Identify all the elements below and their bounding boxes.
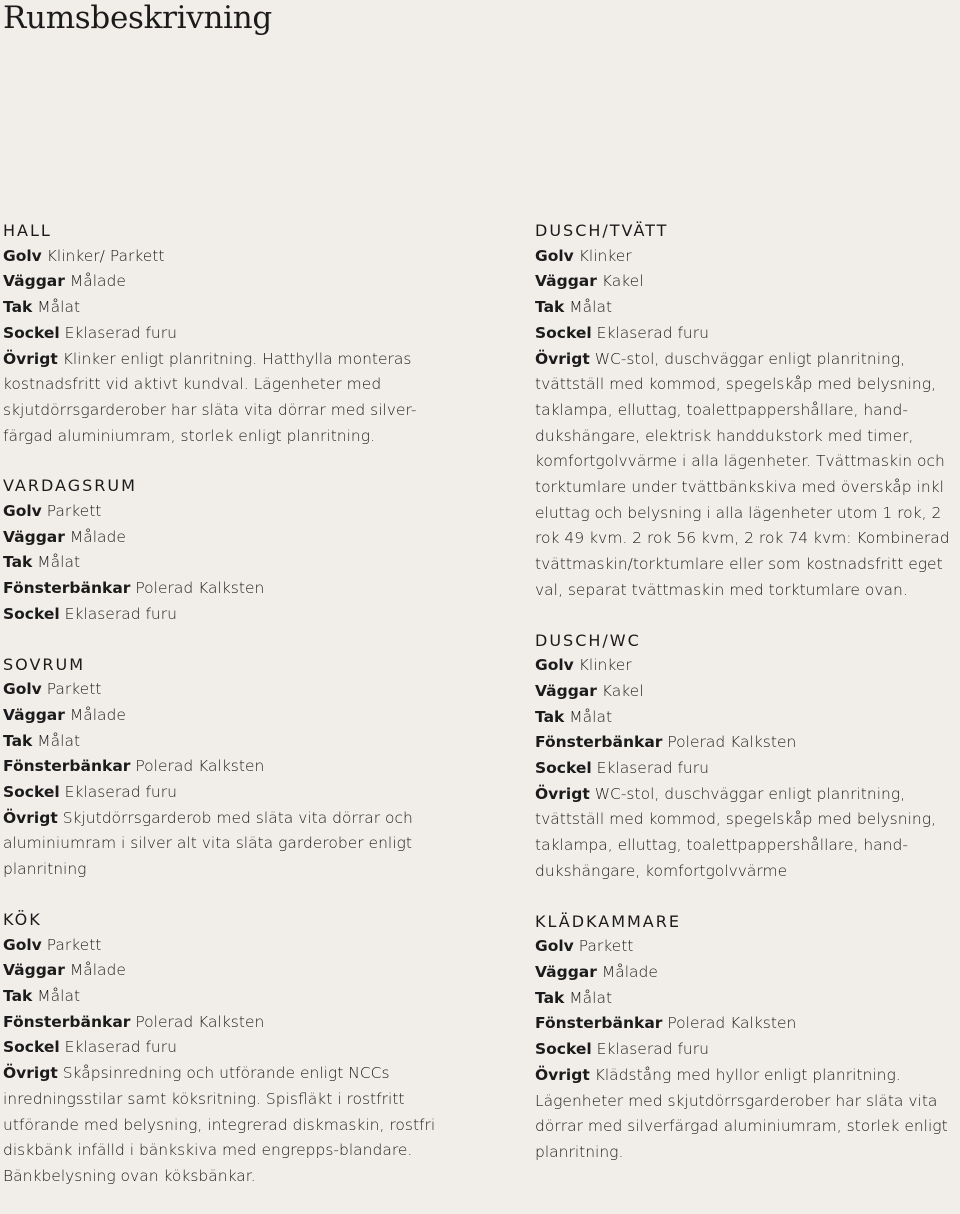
field-label: Sockel (3, 604, 60, 623)
field-value: Eklaserad furu (596, 1040, 709, 1059)
section-dusch-wc (535, 628, 955, 885)
field-vaggar (3, 958, 448, 984)
field-label: Väggar (535, 681, 597, 700)
field-value: Målat (37, 298, 81, 317)
field-label: Tak (535, 707, 565, 726)
field-vaggar (535, 679, 955, 705)
field-label: Fönsterbänkar (535, 1014, 663, 1033)
section-title: KLÄDKAMMARE (535, 911, 681, 931)
field-value: Målade (69, 527, 126, 546)
right-column (535, 218, 955, 1190)
field-value: Parkett (46, 502, 102, 521)
field-value: Eklaserad furu (64, 783, 177, 802)
field-sockel (535, 756, 955, 782)
field-label: Tak (3, 731, 33, 750)
field-value: Målat (37, 731, 81, 750)
field-label: Väggar (3, 272, 65, 291)
field-value: Målade (69, 961, 126, 980)
field-value: Polerad Kalksten (135, 757, 265, 776)
field-fonsterbankar (3, 576, 448, 602)
field-value: Klinker (578, 656, 632, 675)
field-value: Målade (601, 962, 658, 981)
field-sockel (3, 1035, 448, 1061)
section-title: DUSCH/WC (535, 630, 641, 650)
field-label: Väggar (3, 527, 65, 546)
field-golv (535, 653, 955, 679)
field-ovrigt (3, 1061, 448, 1190)
field-vaggar (535, 269, 955, 295)
field-label: Golv (535, 656, 574, 675)
field-vaggar (3, 703, 448, 729)
section-hall (3, 218, 448, 449)
field-label: Fönsterbänkar (3, 757, 131, 776)
field-value: Klinker (578, 246, 632, 265)
field-ovrigt (535, 347, 955, 604)
section-title: KÖK (3, 909, 42, 929)
field-label: Golv (535, 937, 574, 956)
field-value: WC-stol, duschväggar enligt planritning, tvättställ med kommod, spegelskåp med belysning, taklampa, elluttag, toalettpappershållare, hand-dukshängare, komfortgolvvärme (535, 784, 936, 880)
field-value: Målat (569, 707, 613, 726)
field-label: Övrigt (3, 808, 58, 827)
section-kok (3, 907, 448, 1190)
field-value: Eklaserad furu (596, 759, 709, 778)
field-label: Fönsterbänkar (3, 1012, 131, 1031)
field-value: Polerad Kalksten (667, 1014, 797, 1033)
field-label: Tak (3, 553, 33, 572)
field-value: Skjutdörrsgarderob med släta vita dörrar och aluminiumram i silver alt vita släta garderober enligt planritning (3, 808, 413, 879)
field-value: Parkett (578, 937, 634, 956)
field-tak (3, 295, 448, 321)
field-value: Eklaserad furu (64, 604, 177, 623)
field-value: Målat (37, 553, 81, 572)
field-value: Målade (69, 705, 126, 724)
field-tak (3, 550, 448, 576)
field-label: Tak (3, 986, 33, 1005)
field-label: Golv (3, 680, 42, 699)
section-title: DUSCH/TVÄTT (535, 221, 669, 240)
field-sockel (535, 321, 955, 347)
field-tak (3, 729, 448, 755)
field-value: Kakel (601, 272, 644, 291)
section-title: VARDAGSRUM (3, 476, 137, 496)
field-label: Väggar (3, 961, 65, 980)
field-value: Skåpsinredning och utförande enligt NCCs inredningsstilar samt köksritning. Spisfläkt i rostfritt utförande med belysning, integrerad diskmaskin, rostfri diskbänk infälld i bänkskiva med engrepps-blandare. Bänkbelysning ovan köksbänkar. (3, 1064, 436, 1185)
field-value: Klädstång med hyllor enligt planritning. Lägenheter med skjutdörrsgarderober har släta vita dörrar med silverfärgad aluminiumram, storlek enligt planritning. (535, 1065, 948, 1161)
field-label: Fönsterbänkar (3, 579, 131, 598)
field-label: Tak (535, 988, 565, 1007)
field-value: Eklaserad furu (64, 1038, 177, 1057)
field-fonsterbankar (535, 730, 955, 756)
field-label: Golv (3, 246, 42, 265)
field-sockel (535, 1037, 955, 1063)
field-ovrigt (535, 782, 955, 885)
field-value: Polerad Kalksten (135, 1012, 265, 1031)
field-vaggar (535, 960, 955, 986)
field-value: Målat (37, 986, 81, 1005)
field-value: Eklaserad furu (64, 323, 177, 342)
field-label: Övrigt (535, 784, 590, 803)
field-value: Polerad Kalksten (135, 579, 265, 598)
field-value: Klinker/ Parkett (46, 246, 165, 265)
section-dusch-tvatt (535, 218, 955, 604)
field-ovrigt (3, 806, 448, 883)
field-label: Sockel (3, 1038, 60, 1057)
field-golv (3, 244, 448, 270)
field-value: Polerad Kalksten (667, 733, 797, 752)
field-sockel (3, 321, 448, 347)
field-sockel (3, 780, 448, 806)
field-label: Fönsterbänkar (535, 733, 663, 752)
field-value: Parkett (46, 935, 102, 954)
field-tak (535, 295, 955, 321)
field-value: WC-stol, duschväggar enligt planritning, tvättställ med kommod, spegelskåp med belysning, taklampa, elluttag, toalettpappershållare, hand-dukshängare, elektrisk handdukstork med timer, komfortgolvvärme i alla lägenheter. Tvättmaskin och torktumlare under tvättbänkskiva med överskåp inkl eluttag och belysning i alla lägenheter utom 1 rok, 2 rok 49 kvm. 2 rok 56 kvm, 2 rok 74 kvm: Kombinerad tvättmaskin/torktumlare eller som kostnadsfritt eget val, separat tvättmaskin med torktumlare ovan. (535, 349, 950, 599)
field-golv (535, 244, 955, 270)
field-label: Sockel (3, 783, 60, 802)
field-label: Övrigt (535, 1065, 590, 1084)
field-label: Övrigt (3, 1064, 58, 1083)
field-value: Målat (569, 298, 613, 317)
field-vaggar (3, 269, 448, 295)
field-label: Övrigt (3, 349, 58, 368)
field-label: Väggar (3, 705, 65, 724)
field-value: Klinker enligt planritning. Hatthylla monteras kostnadsfritt vid aktivt kundval. Lägenheter med skjutdörrsgarderober har släta vita dörrar med silver-färgad aluminiumram, storlek enligt planritning. (3, 349, 417, 445)
field-fonsterbankar (3, 754, 448, 780)
field-value: Målat (569, 988, 613, 1007)
section-title: HALL (3, 221, 52, 240)
field-label: Sockel (535, 759, 592, 778)
section-vardagsrum (3, 473, 448, 627)
field-label: Övrigt (535, 349, 590, 368)
field-value: Parkett (46, 680, 102, 699)
field-label: Tak (3, 298, 33, 317)
page-title: Rumsbeskrivning (3, 0, 272, 36)
field-label: Sockel (535, 1040, 592, 1059)
field-golv (3, 933, 448, 959)
field-label: Väggar (535, 962, 597, 981)
field-tak (535, 705, 955, 731)
left-column (3, 218, 448, 1214)
field-value: Målade (69, 272, 126, 291)
section-sovrum (3, 652, 448, 883)
field-tak (3, 984, 448, 1010)
field-label: Golv (535, 246, 574, 265)
field-label: Golv (3, 502, 42, 521)
field-label: Tak (535, 298, 565, 317)
field-vaggar (3, 525, 448, 551)
section-kladkammare (535, 909, 955, 1166)
field-value: Kakel (601, 681, 644, 700)
field-value: Eklaserad furu (596, 323, 709, 342)
field-label: Väggar (535, 272, 597, 291)
section-title: SOVRUM (3, 654, 86, 674)
field-label: Sockel (3, 323, 60, 342)
field-golv (535, 934, 955, 960)
field-ovrigt (535, 1063, 955, 1166)
field-sockel (3, 602, 448, 628)
field-golv (3, 499, 448, 525)
field-label: Sockel (535, 323, 592, 342)
field-ovrigt (3, 347, 448, 450)
field-label: Golv (3, 935, 42, 954)
field-fonsterbankar (3, 1010, 448, 1036)
field-fonsterbankar (535, 1011, 955, 1037)
field-golv (3, 677, 448, 703)
field-tak (535, 986, 955, 1012)
